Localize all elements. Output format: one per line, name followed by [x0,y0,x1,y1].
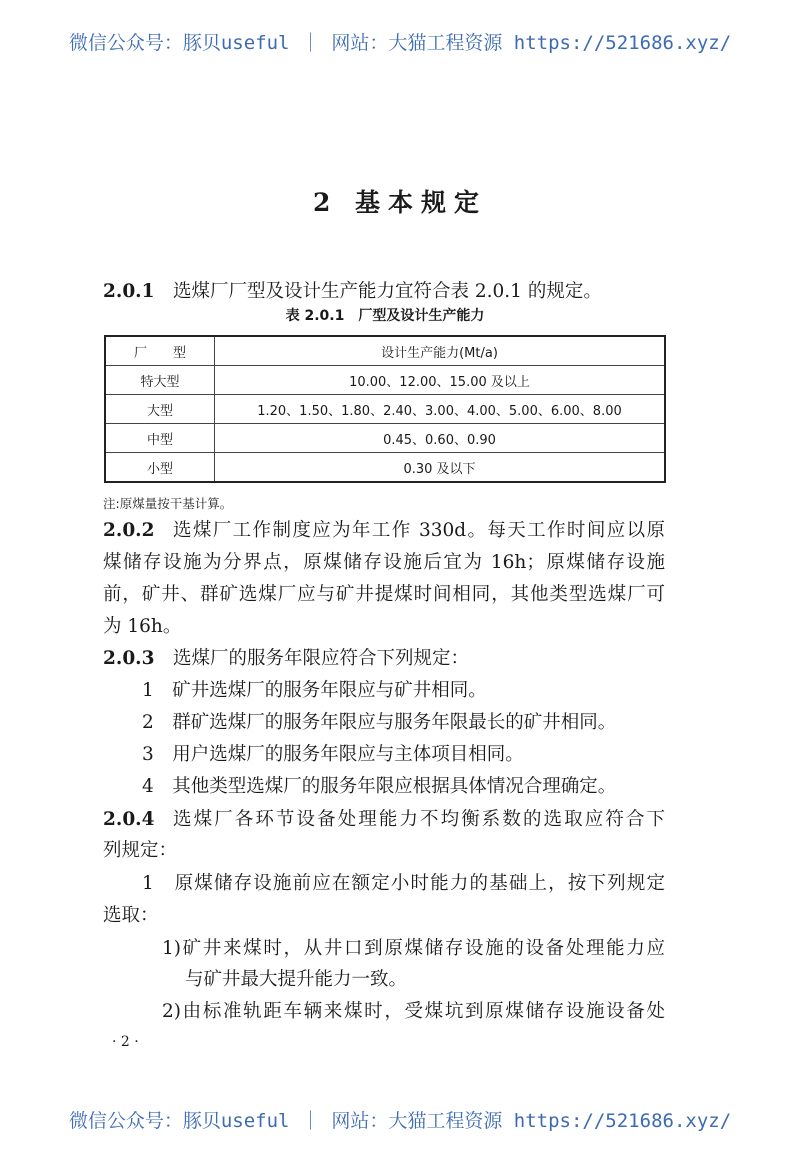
cell: 10.00、12.00、15.00 及以上 [215,366,666,395]
list-item: 选取： [103,905,159,926]
table-note: 注:原煤量按干基计算。 [103,496,233,511]
sub-item: 2)由标准轨距车辆来煤时，受煤坑到原煤储存设施设备处 [162,1001,665,1022]
clause-line: 前，矿井、群矿选煤厂应与矿井提煤时间相同，其他类型选煤厂可 [103,584,665,605]
clause-2-0-3 [103,646,469,672]
clause-2-0-4 [103,807,173,833]
watermark-header: 微信公众号：豚贝useful ｜ 网站：大猫工程资源 https://521686.xyz/ [68,32,732,54]
cell: 大型 [105,395,215,424]
page-number: · 2 · [112,1034,139,1050]
clause-2-0-1 [103,279,602,305]
cell: 0.30 及以下 [215,453,666,483]
clause-line: 煤储存设施为分界点，原煤储存设施后宜为 16h；原煤储存设施 [103,552,665,573]
clause-line: 为 16h。 [103,616,182,637]
list-item: 4 其他类型选煤厂的服务年限应根据具体情况合理确定。 [142,776,617,797]
clause-number: 2.0.4 [103,809,155,830]
table-row [105,366,665,395]
cell: 小型 [105,453,215,483]
clause-2-0-2 [103,518,173,544]
cell: 1.20、1.50、1.80、2.40、3.00、4.00、5.00、6.00、8.00 [215,395,666,424]
header-cell: 厂 型 [105,336,215,366]
clause-text: 选煤厂厂型及设计生产能力宜符合表 2.0.1 的规定。 [173,281,602,302]
clause-number: 2.0.1 [103,281,155,302]
chapter-title: 2 基本规定 [312,188,488,217]
table-row [105,453,665,483]
capacity-table [104,335,666,483]
clause-number: 2.0.2 [103,520,155,541]
clause-line: 选煤厂各环节设备处理能力不均衡系数的选取应符合下 [173,809,665,830]
cell: 0.45、0.60、0.90 [215,424,666,453]
list-item: 1 矿井选煤厂的服务年限应与矿井相同。 [142,680,487,701]
clause-number: 2.0.3 [103,648,155,669]
list-item: 1 原煤储存设施前应在额定小时能力的基础上，按下列规定 [142,873,665,894]
table-caption: 表 2.0.1 厂型及设计生产能力 [285,308,485,324]
watermark-footer: 微信公众号：豚贝useful ｜ 网站：大猫工程资源 https://521686.xyz/ [68,1110,732,1132]
table-row [105,395,665,424]
clause-text: 选煤厂的服务年限应符合下列规定： [173,648,470,669]
sub-item: 1)矿井来煤时，从井口到原煤储存设施的设备处理能力应 [162,938,665,959]
cell: 中型 [105,424,215,453]
header-cell: 设计生产能力(Mt/a) [215,336,666,366]
list-item: 2 群矿选煤厂的服务年限应与服务年限最长的矿井相同。 [142,712,617,733]
sub-item: 与矿井最大提升能力一致。 [185,969,408,990]
clause-line: 列规定： [103,840,178,861]
list-item: 3 用户选煤厂的服务年限应与主体项目相同。 [142,744,524,765]
table-row [105,424,665,453]
cell: 特大型 [105,366,215,395]
clause-line: 选煤厂工作制度应为年工作 330d。每天工作时间应以原 [173,520,665,541]
table-header-row [105,336,665,366]
